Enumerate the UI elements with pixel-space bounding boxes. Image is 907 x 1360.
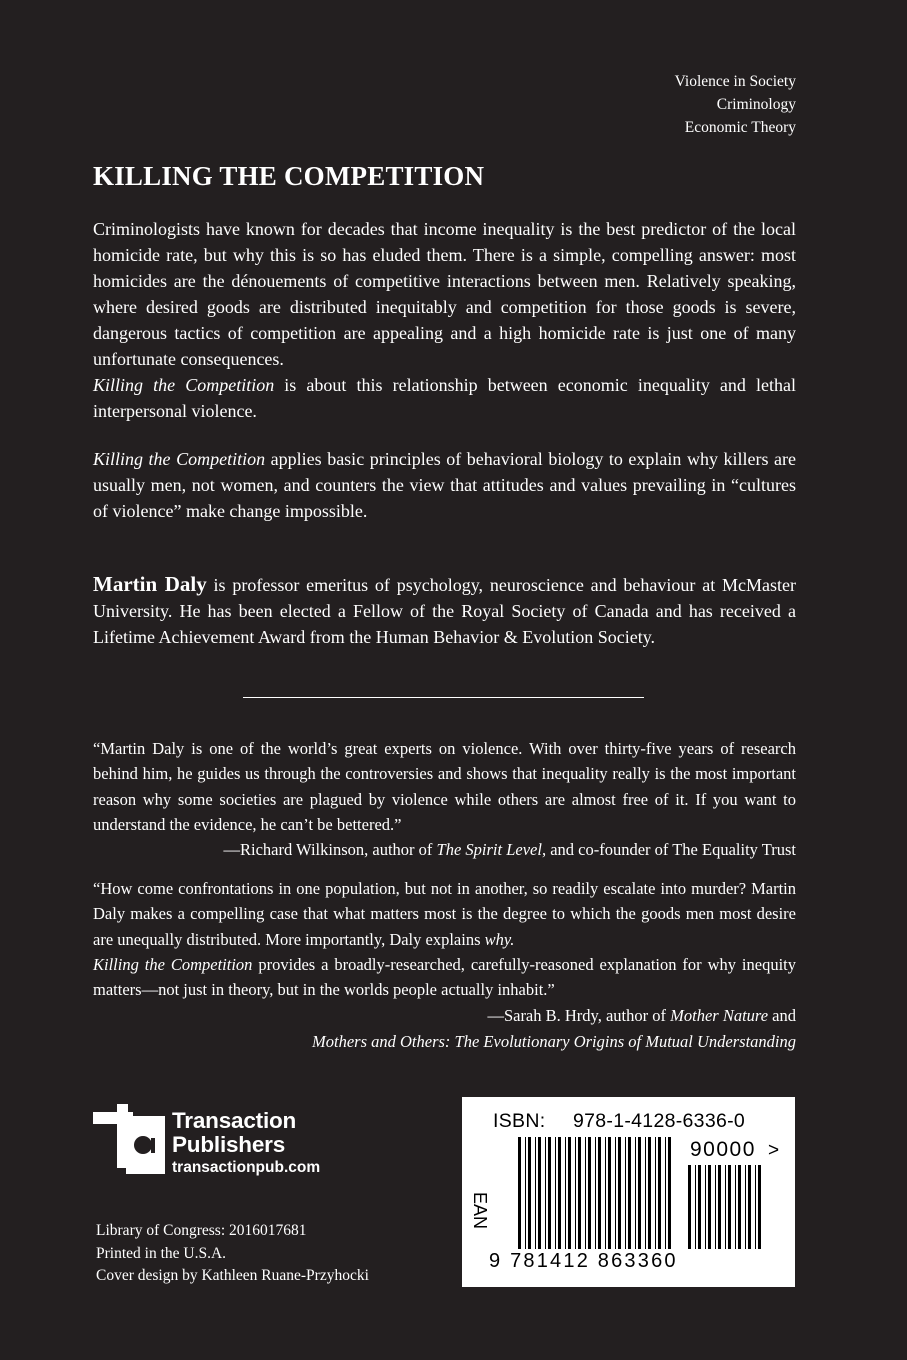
cited-work-title: Mothers and Others: The Evolutionary Origins of Mutual Understanding xyxy=(312,1032,796,1051)
barcode-bar xyxy=(588,1137,591,1249)
attribution-text: —Richard Wilkinson, author of xyxy=(223,840,437,859)
barcode-bar xyxy=(738,1165,741,1249)
author-bio xyxy=(93,571,796,650)
attribution-text: and xyxy=(768,1006,796,1025)
barcode-bar xyxy=(665,1137,666,1249)
blurb-attribution-2-line2 xyxy=(312,1029,796,1054)
book-title-italic: Killing the Competition xyxy=(93,449,266,469)
barcode-bar xyxy=(608,1137,611,1249)
barcode-bar xyxy=(735,1165,736,1249)
barcode-bar xyxy=(615,1137,616,1249)
barcode-bar xyxy=(605,1137,606,1249)
book-title-italic: Killing the Competition xyxy=(93,375,275,395)
book-title-italic: Killing the Competition xyxy=(93,954,253,974)
isbn-barcode xyxy=(462,1097,795,1287)
barcode-bar xyxy=(528,1137,531,1249)
barcode-bar xyxy=(648,1137,651,1249)
author-bio-text: is professor emeritus of psychology, neuroscience and behaviour at McMaster University. He has been elected a Fellow of the Royal Society of Canada and has received a Lifetime Achievement Award from the Human Behavior & Evolution Society. xyxy=(93,575,796,647)
colophon-line: Library of Congress: 2016017681 xyxy=(96,1222,307,1239)
description-text: is about this relationship between economic inequality and lethal interpersonal violence. xyxy=(93,375,796,421)
attribution-text: , and co-founder of The Equality Trust xyxy=(541,840,796,859)
barcode-bar xyxy=(598,1137,601,1249)
barcode-bar xyxy=(578,1137,581,1249)
author-name: Martin Daly xyxy=(93,572,207,596)
barcode-bar xyxy=(548,1137,551,1249)
category-label: Criminology xyxy=(716,96,796,113)
barcode-bar xyxy=(705,1165,706,1249)
price-arrow: > xyxy=(768,1140,780,1161)
cited-work-title: Mother Nature xyxy=(670,1006,769,1025)
barcode-bar xyxy=(525,1137,526,1249)
barcode-bar xyxy=(645,1137,646,1249)
barcode-bar xyxy=(565,1137,566,1249)
barcode-bar xyxy=(595,1137,596,1249)
quote-text: “How come confrontations in one population, but not in another, so readily escalate into murder? Martin Daly makes a compelling case that what matters most is the degree to which the goods men most desire are unequally distributed. More importantly, Daly explains xyxy=(93,879,796,949)
isbn-number: 978-1-4128-6336-0 xyxy=(573,1110,746,1132)
barcode-bar xyxy=(555,1137,556,1249)
barcode-bar xyxy=(758,1165,761,1249)
blurb-quote-2 xyxy=(93,876,796,1002)
barcode-bar xyxy=(668,1137,671,1249)
barcode-bar xyxy=(635,1137,636,1249)
barcode-bar xyxy=(748,1165,751,1249)
barcode-bar xyxy=(575,1137,576,1249)
description-text: applies basic principles of behavioral biology to explain why killers are usually men, not women, and counters the view that attitudes and values prevailing in “cultures of violence” make change impossible. xyxy=(93,449,797,521)
barcode-bar xyxy=(538,1137,541,1249)
barcode-bar xyxy=(718,1165,721,1249)
barcode-bar xyxy=(688,1165,691,1249)
category-label: Economic Theory xyxy=(684,119,796,136)
barcode-bar xyxy=(638,1137,641,1249)
barcode-bar xyxy=(695,1165,696,1249)
isbn-label: ISBN: xyxy=(493,1110,546,1132)
colophon-line: Printed in the U.S.A. xyxy=(96,1244,227,1262)
barcode-bar xyxy=(625,1137,626,1249)
barcode-bar xyxy=(655,1137,656,1249)
barcode-bar xyxy=(568,1137,571,1249)
addon-bars xyxy=(688,1165,761,1249)
barcode-bar xyxy=(728,1165,731,1249)
divider-rule xyxy=(243,697,644,698)
publisher-logo-icon xyxy=(93,1104,165,1178)
subject-categories xyxy=(675,70,796,139)
quote-emphasis: why. xyxy=(484,929,515,949)
barcode-bar xyxy=(618,1137,621,1249)
attribution-text: —Sarah B. Hrdy, author of xyxy=(487,1006,671,1025)
category-label: Violence in Society xyxy=(674,73,796,90)
barcode-bar xyxy=(535,1137,536,1249)
description-text: Criminologists have known for decades that income inequality is the best predictor of the local homicide rate, but why this is so has eluded them. There is a simple, compelling answer: most homicides are the dénouements of competitive interactions between men. Relatively speaking, where desired goods are distributed inequitably and competition for those goods is severe, dangerous tactics of competition are appealing and a high homicide rate is just one of many unfortunate consequences. xyxy=(93,219,796,369)
price-code: 90000 xyxy=(690,1138,756,1161)
barcode-bar xyxy=(628,1137,631,1249)
ean-digits: 9 781412 863360 xyxy=(489,1250,678,1272)
blurb-attribution-1 xyxy=(224,837,797,862)
book-title: KILLING THE COMPETITION xyxy=(93,161,485,191)
barcode-bar xyxy=(558,1137,561,1249)
publisher-wordmark xyxy=(172,1109,320,1179)
barcode-bar xyxy=(715,1165,716,1249)
publisher-name-line1: Transaction xyxy=(172,1108,297,1133)
barcode-bar xyxy=(725,1165,726,1249)
description-paragraph-1 xyxy=(93,216,796,424)
cited-work-title: The Spirit Level xyxy=(436,840,542,859)
barcode-bar xyxy=(708,1165,711,1249)
quote-text: provides a broadly-researched, carefully-reasoned explanation for why inequity matters—not just in theory, but in the worlds people actually inhabit.” xyxy=(93,954,796,1000)
description-paragraph-2 xyxy=(93,446,796,524)
barcode-bar xyxy=(658,1137,661,1249)
blurb-attribution-2 xyxy=(487,1003,796,1028)
barcode-bar xyxy=(545,1137,546,1249)
colophon xyxy=(96,1220,369,1288)
publisher-url: transactionpub.com xyxy=(172,1159,321,1176)
blurb-quote-1: “Martin Daly is one of the world’s great experts on violence. With over thirty-five years of research behind him, he guides us through the controversies and shows that inequality really is the most important reason why some societies are plagued by violence while others are almost free of it. If you want to understand the evidence, he can’t be bettered.” xyxy=(93,739,796,834)
colophon-line: Cover design by Kathleen Ruane-Przyhocki xyxy=(96,1267,369,1284)
publisher-name-line2: Publishers xyxy=(172,1132,286,1157)
barcode-bar xyxy=(585,1137,586,1249)
barcode-bar xyxy=(755,1165,756,1249)
barcode-bar xyxy=(745,1165,746,1249)
barcode-bar xyxy=(698,1165,701,1249)
ean-bars xyxy=(518,1137,671,1249)
ean-label: EAN xyxy=(470,1192,490,1230)
barcode-bar xyxy=(518,1137,521,1249)
